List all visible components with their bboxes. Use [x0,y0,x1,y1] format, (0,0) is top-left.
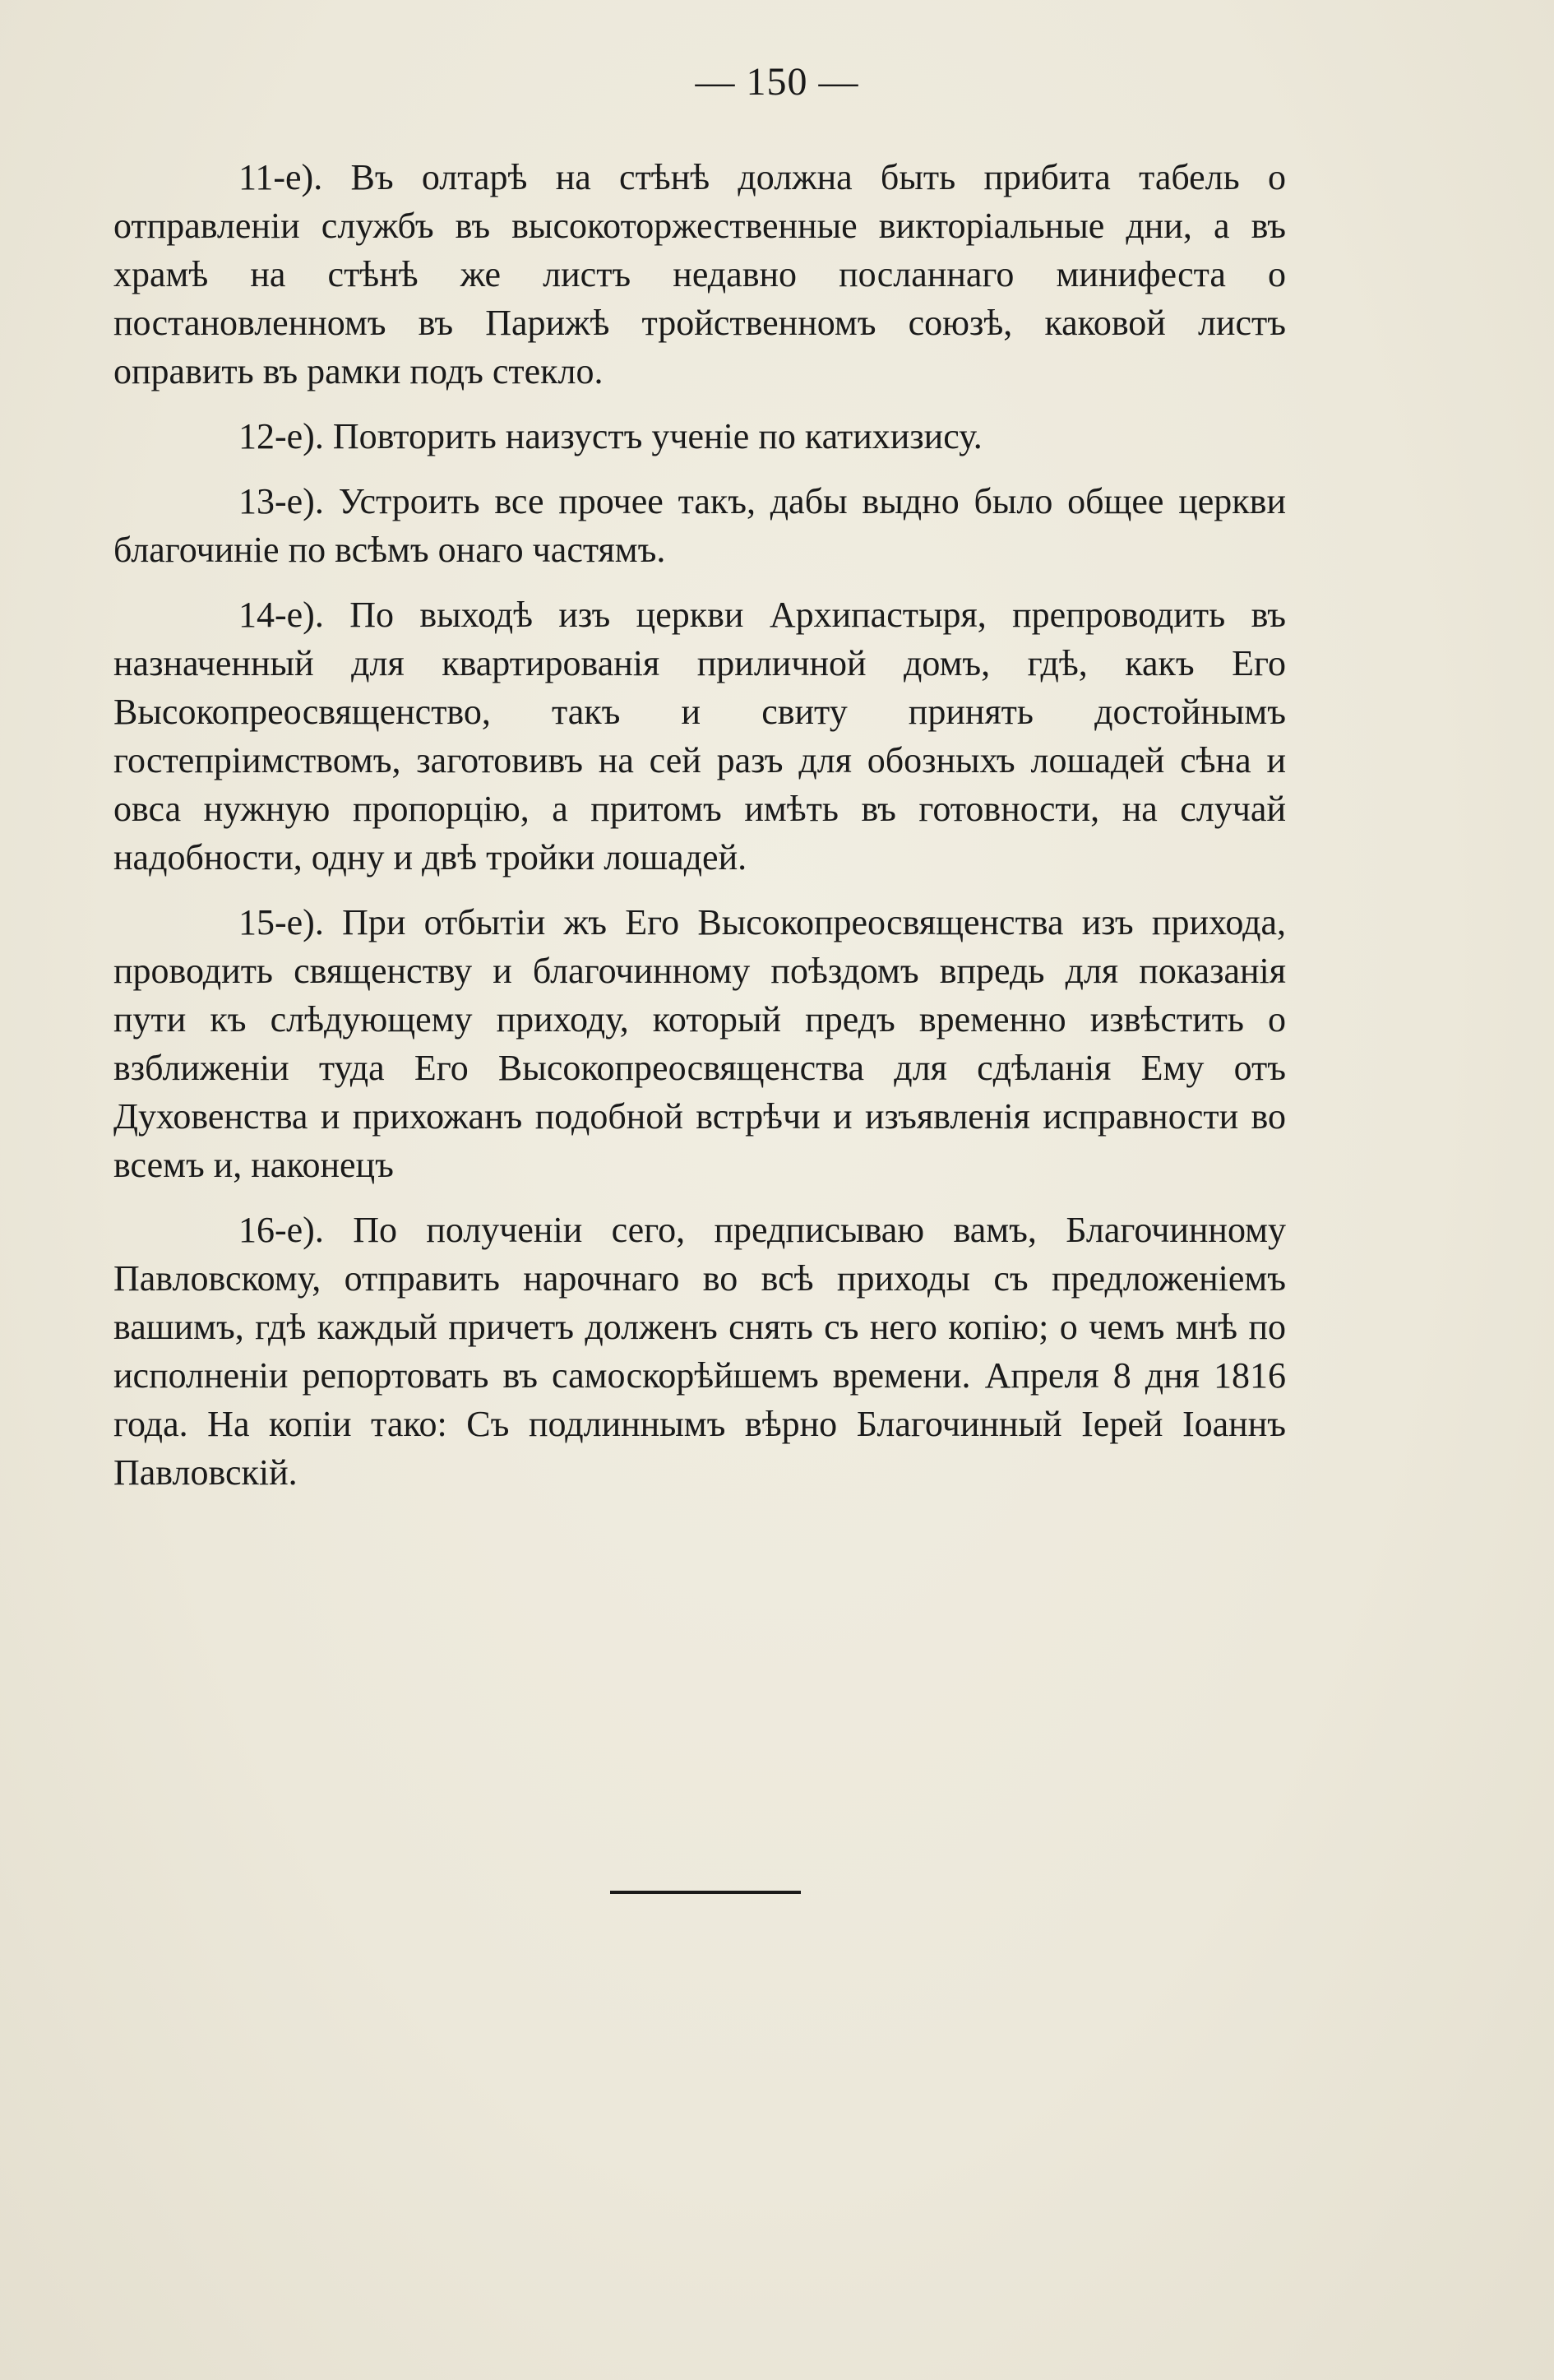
paragraph-12: 12-е). Повторить наизустъ ученіе по катихизису. [238,416,983,456]
main-text [113,153,1286,1513]
page-number: — 150 — [695,60,859,104]
paragraph-16: 16-е). По полученіи сего, предписываю вамъ, Благочинному Павловскому, отправить нарочнаго во всѣ приходы съ предложеніемъ вашимъ, гдѣ каждый причетъ долженъ снять съ него копію; о чемъ мнѣ по исполненіи репортовать въ самоскорѣйшемъ времени. Апреля 8 дня 1816 года. На копіи тако: Съ подлиннымъ вѣрно Благочинный Іерей Іоаннъ Павловскій. [113,1210,1286,1493]
paragraph-11: 11-е). Въ олтарѣ на стѣнѣ должна быть прибита табель о отправленіи службъ въ высокоторжественные викторіальные дни, а въ храмѣ на стѣнѣ же листъ недавно посланнаго минифеста о постановленномъ въ Парижѣ тройственномъ союзѣ, каковой листъ оправить въ рамки подъ стекло. [113,157,1286,391]
paragraph-14: 14-е). По выходѣ изъ церкви Архипастыря, препроводить въ назначенный для квартированія приличной домъ, гдѣ, какъ Его Высокопреосвященство, такъ и свиту принять достойнымъ гостепріимствомъ, заготовивъ на сей разъ для обозныхъ лошадей сѣна и овса нужную пропорцію, а притомъ имѣть въ готовности, на случай надобности, одну и двѣ тройки лошадей. [113,595,1286,877]
end-divider [610,1891,801,1894]
paragraph-13: 13-е). Устроить все прочее такъ, дабы выдно было общее церкви благочиніе по всѣмъ онаго частямъ. [113,481,1286,570]
paragraph-15: 15-е). При отбытіи жъ Его Высокопреосвященства изъ прихода, проводить священству и благочинному поѣздомъ впредь для показанія пути къ слѣдующему приходу, который предъ временно извѣстить о взближеніи туда Его Высокопреосвященства для сдѣланія Ему отъ Духовенства и прихожанъ подобной встрѣчи и изъявленія исправности во всемъ и, наконецъ [113,902,1286,1185]
